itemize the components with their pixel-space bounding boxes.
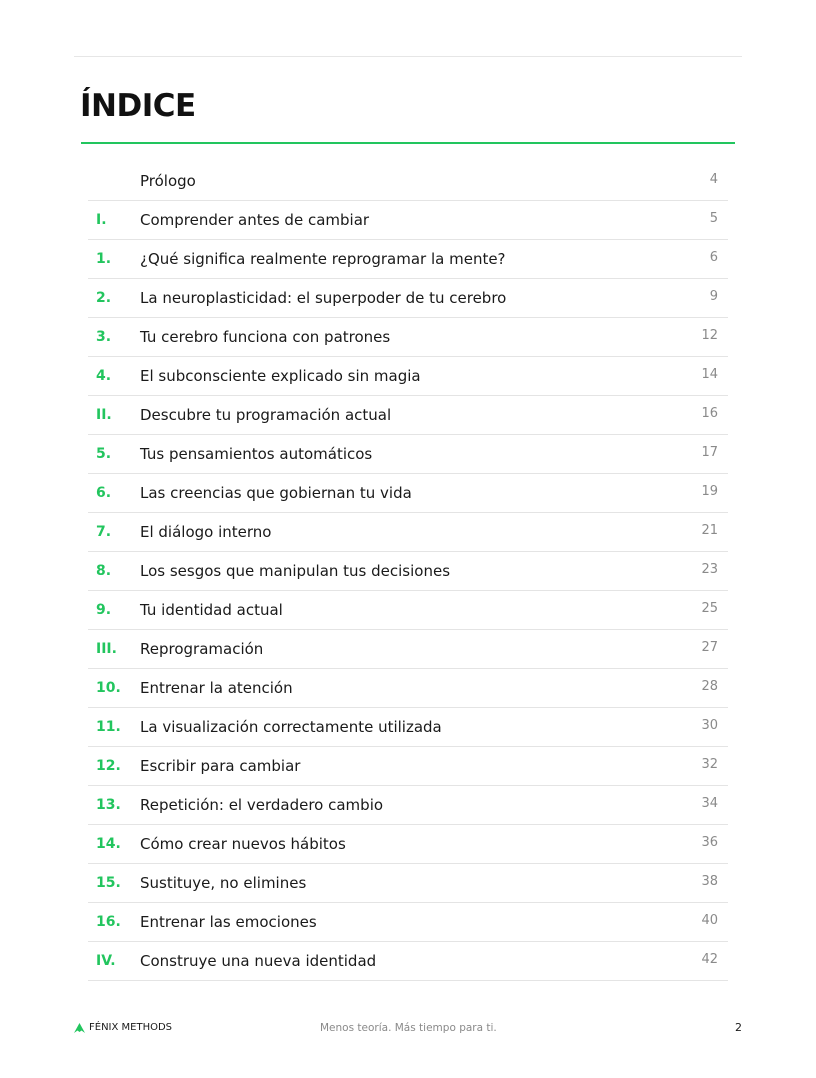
phoenix-logo-icon [74, 1023, 85, 1033]
toc-entry-page: 14 [701, 367, 718, 382]
toc-entry-page: 4 [709, 172, 718, 187]
toc-entry-number: 1. [96, 251, 112, 267]
page-number: 2 [735, 1021, 742, 1034]
toc-entry[interactable] [88, 201, 728, 240]
toc-entry-title: Prólogo [140, 172, 196, 190]
toc-entry-page: 42 [701, 952, 718, 967]
toc-entry[interactable] [88, 903, 728, 942]
toc-entry-number: 4. [96, 368, 112, 384]
toc-entry-title: Comprender antes de cambiar [140, 211, 370, 229]
toc-entry[interactable] [88, 942, 728, 981]
toc-entry-page: 16 [701, 406, 718, 421]
toc-entry[interactable] [88, 162, 728, 201]
toc-entry[interactable] [88, 279, 728, 318]
toc-entry-title: Sustituye, no elimines [140, 874, 307, 892]
toc-entry-number: 8. [96, 563, 112, 579]
table-of-contents [88, 162, 728, 981]
toc-entry-number: IV. [96, 953, 116, 969]
toc-entry-number: 16. [96, 914, 121, 930]
toc-entry[interactable] [88, 474, 728, 513]
toc-entry[interactable] [88, 552, 728, 591]
footer-brand [74, 1022, 172, 1033]
toc-entry-title: Repetición: el verdadero cambio [140, 796, 384, 814]
toc-entry-number: I. [96, 212, 107, 228]
toc-entry-page: 23 [701, 562, 718, 577]
top-divider [74, 56, 742, 57]
toc-entry[interactable] [88, 669, 728, 708]
toc-entry[interactable] [88, 708, 728, 747]
toc-entry-title: La neuroplasticidad: el superpoder de tu cerebro [140, 289, 507, 307]
brand-name: FÉNIX METHODS [89, 1022, 173, 1033]
toc-entry-number: 14. [96, 836, 121, 852]
toc-entry-number: II. [96, 407, 112, 423]
toc-entry-number: 7. [96, 524, 112, 540]
toc-entry-title: Las creencias que gobiernan tu vida [140, 484, 412, 502]
toc-entry-page: 5 [709, 211, 718, 226]
toc-entry-page: 17 [701, 445, 718, 460]
toc-entry[interactable] [88, 513, 728, 552]
toc-entry[interactable] [88, 396, 728, 435]
toc-entry-page: 19 [701, 484, 718, 499]
toc-entry[interactable] [88, 591, 728, 630]
toc-entry[interactable] [88, 864, 728, 903]
toc-entry-title: Tu cerebro funciona con patrones [140, 328, 391, 346]
toc-entry-number: 6. [96, 485, 112, 501]
toc-entry-title: El diálogo interno [140, 523, 272, 541]
toc-entry-title: Tu identidad actual [140, 601, 283, 619]
toc-entry-number: 12. [96, 758, 121, 774]
toc-entry-title: Tus pensamientos automáticos [140, 445, 373, 463]
toc-entry-page: 30 [701, 718, 718, 733]
page-title: ÍNDICE [80, 88, 196, 124]
title-underline [81, 142, 735, 144]
toc-entry-page: 36 [701, 835, 718, 850]
toc-entry-title: ¿Qué significa realmente reprogramar la mente? [140, 250, 506, 268]
toc-entry-title: Construye una nueva identidad [140, 952, 377, 970]
toc-entry[interactable] [88, 357, 728, 396]
toc-entry-page: 28 [701, 679, 718, 694]
toc-entry-title: Reprogramación [140, 640, 264, 658]
toc-entry-page: 9 [709, 289, 718, 304]
toc-entry-number: 5. [96, 446, 112, 462]
toc-entry-page: 34 [701, 796, 718, 811]
toc-entry-number: 15. [96, 875, 121, 891]
toc-entry-page: 40 [701, 913, 718, 928]
toc-entry[interactable] [88, 630, 728, 669]
toc-entry-number: 11. [96, 719, 121, 735]
toc-entry-title: Escribir para cambiar [140, 757, 301, 775]
toc-entry-number: 13. [96, 797, 121, 813]
toc-entry-title: Entrenar la atención [140, 679, 293, 697]
toc-entry-page: 21 [701, 523, 718, 538]
toc-entry[interactable] [88, 318, 728, 357]
toc-entry-title: La visualización correctamente utilizada [140, 718, 442, 736]
toc-entry-number: 3. [96, 329, 112, 345]
toc-entry-title: Descubre tu programación actual [140, 406, 392, 424]
toc-entry[interactable] [88, 825, 728, 864]
toc-entry-page: 27 [701, 640, 718, 655]
toc-entry-title: Los sesgos que manipulan tus decisiones [140, 562, 451, 580]
toc-entry-page: 38 [701, 874, 718, 889]
toc-entry-page: 25 [701, 601, 718, 616]
toc-entry-number: III. [96, 641, 117, 657]
toc-entry-number: 2. [96, 290, 112, 306]
toc-entry-page: 32 [701, 757, 718, 772]
toc-entry-number: 10. [96, 680, 121, 696]
toc-entry[interactable] [88, 435, 728, 474]
toc-entry[interactable] [88, 240, 728, 279]
toc-entry[interactable] [88, 786, 728, 825]
toc-entry[interactable] [88, 747, 728, 786]
toc-entry-title: Entrenar las emociones [140, 913, 317, 931]
toc-entry-page: 12 [701, 328, 718, 343]
toc-entry-page: 6 [709, 250, 718, 265]
toc-entry-title: El subconsciente explicado sin magia [140, 367, 421, 385]
toc-entry-number: 9. [96, 602, 112, 618]
toc-entry-title: Cómo crear nuevos hábitos [140, 835, 346, 853]
footer-tagline: Menos teoría. Más tiempo para ti. [320, 1022, 497, 1034]
